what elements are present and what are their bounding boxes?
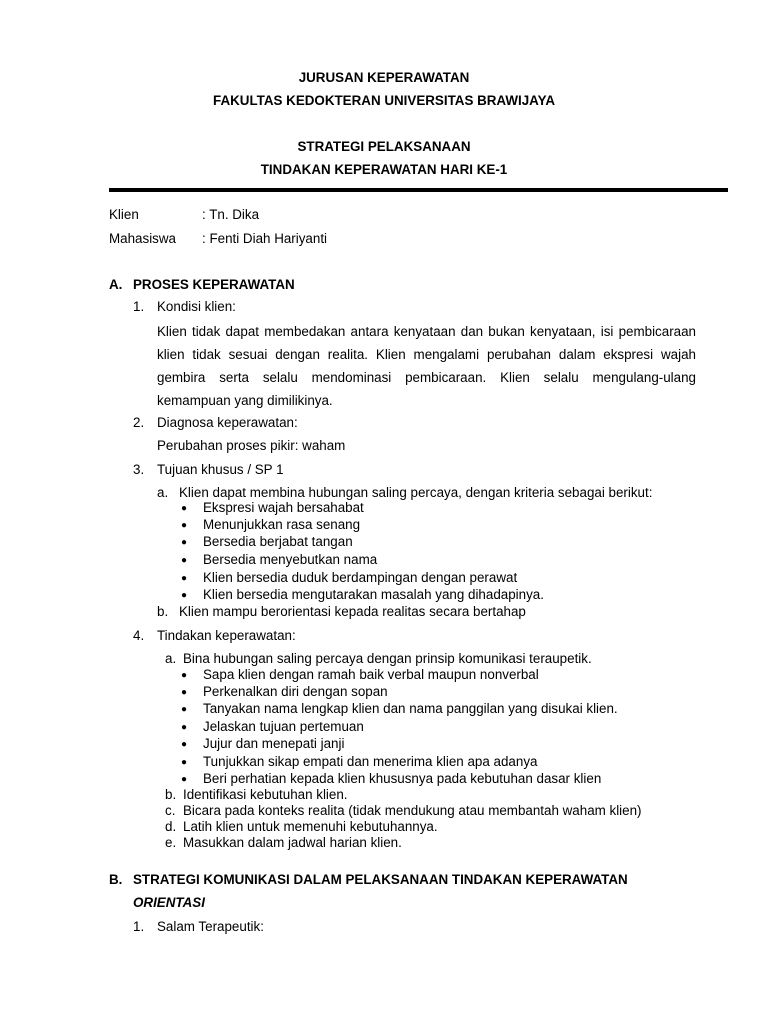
goal-criteria-item: Bersedia berjabat tangan [203, 534, 353, 549]
action-e-text: Masukkan dalam jadwal harian klien. [183, 835, 402, 850]
student-value: : Fenti Diah Hariyanti [202, 231, 328, 246]
section-b-title: STRATEGI KOMUNIKASI DALAM PELAKSANAAN TINDAKAN KEPERAWATAN [133, 872, 628, 887]
bullet-icon: ● [181, 739, 188, 750]
goal-a-marker: a. [157, 485, 169, 500]
section-b-marker: B. [109, 872, 123, 887]
section-b-item-1-number: 1. [133, 919, 145, 934]
goal-criteria-item: Klien bersedia mengutarakan masalah yang dihadapinya. [203, 587, 544, 602]
bullet-icon: ● [181, 555, 188, 566]
bullet-icon: ● [181, 687, 188, 698]
goal-criteria-item: Menunjukkan rasa senang [203, 517, 361, 532]
section-a-title: PROSES KEPERAWATAN [133, 277, 295, 292]
bullet-icon: ● [181, 670, 188, 681]
action-step-item: Perkenalkan diri dengan sopan [203, 684, 388, 699]
action-e-marker: e. [165, 835, 177, 850]
action-c-text: Bicara pada konteks realita (tidak mendukung atau membantah waham klien) [183, 803, 642, 818]
bullet-icon: ● [181, 774, 188, 785]
header-divider [109, 188, 728, 192]
action-step-item: Jujur dan menepati janji [203, 736, 345, 751]
goal-b-text: Klien mampu berorientasi kepada realitas secara bertahap [179, 604, 526, 619]
department-title: JURUSAN KEPERAWATAN [298, 70, 470, 85]
item-1-number: 1. [133, 299, 145, 314]
faculty-title: FAKULTAS KEDOKTERAN UNIVERSITAS BRAWIJAYA [213, 93, 555, 108]
goal-criteria-item: Klien bersedia duduk berdampingan dengan perawat [203, 570, 518, 585]
goal-criteria-item: Ekspresi wajah bersahabat [203, 500, 364, 515]
item-2-number: 2. [133, 415, 145, 430]
bullet-icon: ● [181, 704, 188, 715]
strategy-title: STRATEGI PELAKSANAAN [297, 139, 471, 154]
condition-paragraph: Klien tidak dapat membedakan antara kenyataan dan bukan kenyataan, isi pembicaraan klien tidak sesuai dengan realita. Klien mengalami perubahan dalam ekspresi wajah gembira serta selalu mendominasi pembicaraan. Klien selalu mengulang-ulang kemampuan yang dimilikinya. [157, 324, 696, 408]
specific-goal-label: Tujuan khusus / SP 1 [157, 462, 284, 477]
action-d-text: Latih klien untuk memenuhi kebutuhannya. [183, 819, 438, 834]
action-step-item: Jelaskan tujuan pertemuan [203, 719, 364, 734]
nursing-action-label: Tindakan keperawatan: [157, 628, 296, 643]
bullet-icon: ● [181, 537, 188, 548]
action-a-text: Bina hubungan saling percaya dengan prinsip komunikasi teraupetik. [183, 651, 592, 666]
student-label: Mahasiswa [109, 231, 176, 246]
client-label: Klien [109, 207, 139, 222]
condition-label: Kondisi klien: [157, 299, 236, 314]
orientation-subtitle: ORIENTASI [133, 895, 205, 910]
action-step-item: Sapa klien dengan ramah baik verbal maupun nonverbal [203, 667, 539, 682]
therapeutic-greeting-label: Salam Terapeutik: [157, 919, 264, 934]
action-b-marker: b. [165, 787, 177, 802]
action-step-item: Tanyakan nama lengkap klien dan nama panggilan yang disukai klien. [203, 701, 618, 716]
goal-a-text: Klien dapat membina hubungan saling percaya, dengan kriteria sebagai berikut: [179, 485, 653, 500]
client-value: : Tn. Dika [202, 207, 260, 222]
diagnosis-label: Diagnosa keperawatan: [157, 415, 298, 430]
bullet-icon: ● [181, 722, 188, 733]
action-b-text: Identifikasi kebutuhan klien. [183, 787, 348, 802]
bullet-icon: ● [181, 503, 188, 514]
bullet-icon: ● [181, 590, 188, 601]
section-a-marker: A. [109, 277, 123, 292]
action-c-marker: c. [165, 803, 176, 818]
goal-b-marker: b. [157, 604, 169, 619]
action-a-marker: a. [165, 651, 177, 666]
item-3-number: 3. [133, 462, 145, 477]
bullet-icon: ● [181, 757, 188, 768]
diagnosis-text: Perubahan proses pikir: waham [157, 438, 346, 453]
action-day-title: TINDAKAN KEPERAWATAN HARI KE-1 [260, 162, 508, 177]
goal-criteria-item: Bersedia menyebutkan nama [203, 552, 378, 567]
bullet-icon: ● [181, 520, 188, 531]
action-step-item: Tunjukkan sikap empati dan menerima klien apa adanya [203, 754, 538, 769]
item-4-number: 4. [133, 628, 145, 643]
document-header [0, 66, 768, 181]
action-d-marker: d. [165, 819, 177, 834]
action-step-item: Beri perhatian kepada klien khususnya pada kebutuhan dasar klien [203, 771, 602, 786]
bullet-icon: ● [181, 573, 188, 584]
